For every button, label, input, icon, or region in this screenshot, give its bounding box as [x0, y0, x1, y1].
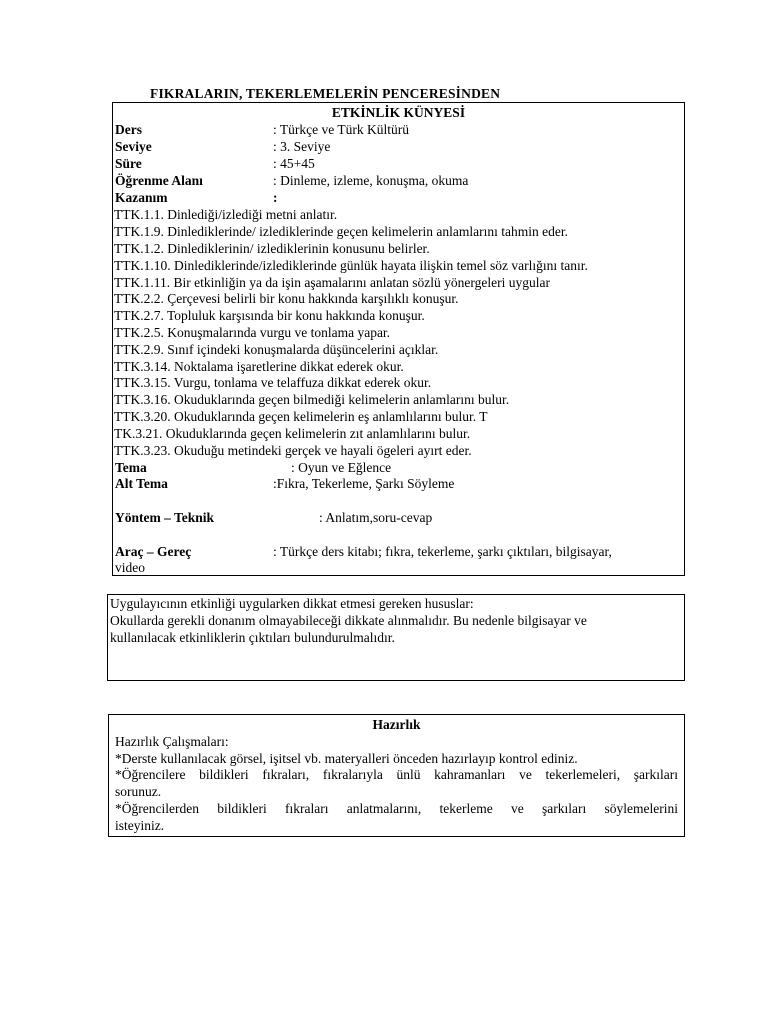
kazanim-item: TTK.1.10. Dinlediklerinde/izlediklerinde günlük hayata ilişkin temel söz varlığını tanır.	[114, 258, 588, 273]
field-value-ogrenme-alani: : Dinleme, izleme, konuşma, okuma	[273, 173, 469, 188]
kazanim-item: TTK.3.20. Okuduklarında geçen kelimelerin eş anlamlılarını bulur. T	[114, 409, 488, 424]
field-value-arac-cont: video	[115, 560, 145, 575]
field-label-sure: Süre	[115, 156, 142, 171]
preparation-heading: Hazırlık	[372, 717, 421, 732]
kazanim-item: TTK.1.11. Bir etkinliğin ya da işin aşamalarını anlatan sözlü yönergeleri uygular	[114, 275, 551, 290]
field-value-seviye: : 3. Seviye	[273, 139, 331, 154]
preparation-line: *Öğrencilerden bildikleri fıkraları anlatmalarını, tekerleme ve şarkıları söylemelerini	[115, 801, 678, 816]
notes-line: kullanılacak etkinliklerin çıktıları bulundurulmalıdır.	[110, 630, 395, 645]
field-value-kazanim: :	[273, 190, 278, 205]
preparation-line: *Derste kullanılacak görsel, işitsel vb. materyalleri önceden hazırlayıp kontrol ediniz.	[115, 751, 578, 766]
kazanim-item: TTK.3.23. Okuduğu metindeki gerçek ve hayali ögeleri ayırt eder.	[114, 443, 472, 458]
preparation-line: sorunuz.	[115, 784, 162, 799]
kazanim-item: TTK.1.2. Dinlediklerinin/ izlediklerinin konusunu belirler.	[114, 241, 430, 256]
preparation-box	[108, 714, 685, 837]
field-value-ders: : Türkçe ve Türk Kültürü	[273, 122, 409, 137]
field-value-tema: : Oyun ve Eğlence	[291, 460, 392, 475]
field-value-sure: : 45+45	[273, 156, 315, 171]
kazanim-item: TTK.3.16. Okuduklarında geçen bilmediği kelimelerin anlamlarını bulur.	[114, 392, 510, 407]
implementer-notes-box	[107, 594, 685, 681]
page-title: FIKRALARIN, TEKERLEMELERİN PENCERESİNDEN	[150, 86, 501, 101]
notes-line: Okullarda gerekli donanım olmayabileceği dikkate alınmalıdır. Bu nedenle bilgisayar ve	[110, 613, 587, 628]
notes-line: Uygulayıcının etkinliği uygularken dikkat etmesi gereken hususlar:	[110, 596, 474, 611]
activity-info-heading: ETKİNLİK KÜNYESİ	[331, 105, 466, 120]
kazanim-item: TTK.2.2. Çerçevesi belirli bir konu hakkında karşılıklı konuşur.	[114, 291, 459, 306]
field-value-yontem: : Anlatım,soru-cevap	[319, 510, 433, 525]
field-label-arac: Araç – Gereç	[115, 544, 192, 559]
field-value-alt-tema: :Fıkra, Tekerleme, Şarkı Söyleme	[273, 476, 455, 491]
preparation-line: Hazırlık Çalışmaları:	[115, 734, 229, 749]
field-label-alt-tema: Alt Tema	[115, 476, 168, 491]
field-label-seviye: Seviye	[115, 139, 152, 154]
field-label-yontem: Yöntem – Teknik	[115, 510, 215, 525]
field-label-kazanim: Kazanım	[115, 190, 168, 205]
kazanim-item: TTK.3.14. Noktalama işaretlerine dikkat ederek okur.	[114, 359, 404, 374]
kazanim-item: TTK.1.1. Dinlediği/izlediği metni anlatır.	[114, 207, 338, 222]
kazanim-item: TTK.2.9. Sınıf içindeki konuşmalarda düşüncelerini açıklar.	[114, 342, 439, 357]
field-value-arac: : Türkçe ders kitabı; fıkra, tekerleme, şarkı çıktıları, bilgisayar,	[273, 544, 612, 559]
kazanim-item: TTK.3.15. Vurgu, tonlama ve telaffuza dikkat ederek okur.	[114, 375, 432, 390]
activity-info-box	[112, 102, 685, 576]
preparation-line: isteyiniz.	[115, 818, 165, 833]
field-label-ogrenme-alani: Öğrenme Alanı	[115, 173, 203, 188]
kazanim-item: TTK.1.9. Dinlediklerinde/ izlediklerinde geçen kelimelerin anlamlarını tahmin eder.	[114, 224, 568, 239]
field-label-tema: Tema	[115, 460, 147, 475]
kazanim-item: TTK.2.5. Konuşmalarında vurgu ve tonlama yapar.	[114, 325, 391, 340]
preparation-line: *Öğrencilere bildikleri fıkraları, fıkralarıyla ünlü kahramanları ve tekerlemeleri, şarkıları	[115, 767, 678, 782]
field-label-ders: Ders	[115, 122, 142, 137]
kazanim-item: TK.3.21. Okuduklarında geçen kelimelerin zıt anlamlılarını bulur.	[114, 426, 471, 441]
kazanim-item: TTK.2.7. Topluluk karşısında bir konu hakkında konuşur.	[114, 308, 425, 323]
